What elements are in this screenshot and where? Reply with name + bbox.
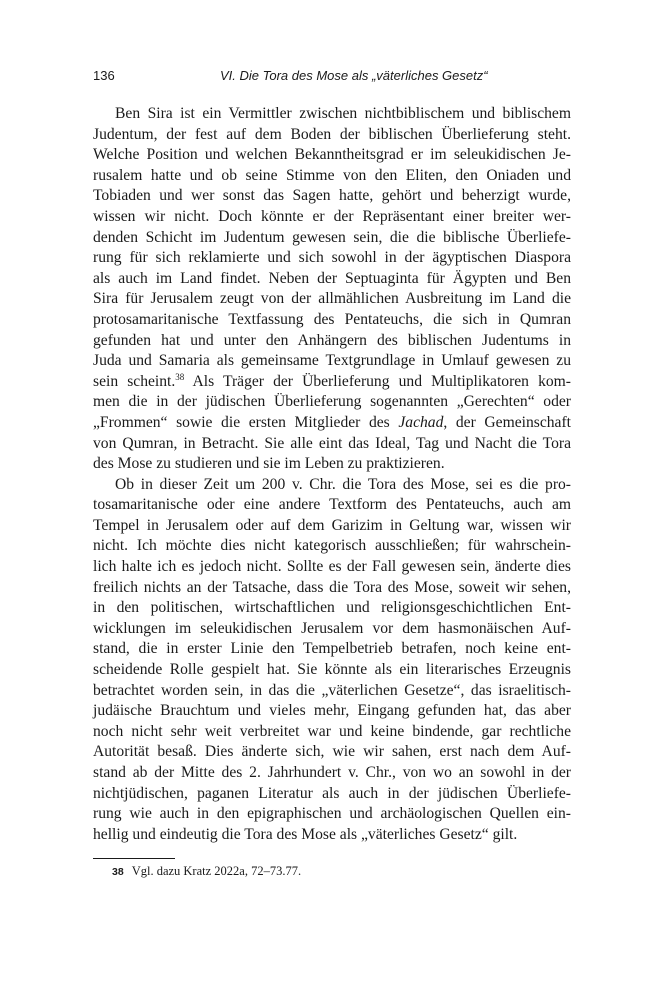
running-header bbox=[93, 68, 571, 88]
text-line: Sira für Jerusalem zeugt von der allmählichen Ausbreitung im Land die bbox=[93, 290, 571, 308]
footnote-text: Vgl. dazu Kratz 2022a, 72–73.77. bbox=[131, 864, 302, 878]
text-line: stand ab der Mitte des 2. Jahrhundert v. Chr., von wo an sowohl in der bbox=[93, 764, 571, 781]
running-head-title: VI. Die Tora des Mose als „väterliches Gesetz“ bbox=[220, 68, 488, 83]
footnote-reference[interactable]: 38 bbox=[175, 371, 185, 382]
text-line: Juda und Samaria als gemeinsame Textgrundlage in Umlauf gewesen zu bbox=[93, 352, 571, 370]
text-line: rung für sich reklamierte und sich sowohl in der ägyptischen Diaspora bbox=[93, 249, 571, 267]
footnote-divider bbox=[93, 858, 175, 859]
text-line: noch nicht sehr weit verbreitet war und keine bindende, gar rechtliche bbox=[93, 722, 571, 740]
text-line: stand, die in erster Linie den Tempelbetrieb betrafen, noch keine ent- bbox=[93, 640, 571, 658]
italic-term: Jachad bbox=[398, 413, 444, 431]
text-segment: , der Gemeinschaft bbox=[443, 413, 571, 431]
text-line: Welche Position und welchen Bekanntheitsgrad er im seleukidischen Je- bbox=[93, 146, 571, 164]
text-line: in den politischen, wirtschaftlichen und religionsgeschichtlichen Ent- bbox=[93, 599, 571, 617]
text-line: lich halte ich es jedoch nicht. Sollte es der Fall gewesen sein, änderte dies bbox=[93, 558, 571, 576]
text-line: des Mose zu studieren und sie im Leben zu praktizieren. bbox=[93, 455, 445, 473]
text-line: von Qumran, in Betracht. Sie alle eint das Ideal, Tag und Nacht die Tora bbox=[93, 434, 571, 452]
text-line: denden Schicht im Judentum gewesen sein, die die biblische Überliefe- bbox=[93, 228, 571, 246]
text-line: nicht. Ich möchte dies nicht kategorisch ausschließen; für wahrschein- bbox=[93, 537, 571, 555]
text-segment: sein scheint. bbox=[93, 372, 176, 390]
text-line: rung wie auch in den epigraphischen und archäologischen Quellen ein- bbox=[93, 805, 571, 823]
text-line: betrachtet worden sein, in das die „väterlichen Gesetze“, das israelitisch- bbox=[93, 681, 571, 699]
text-line: als auch im Land findet. Neben der Septuaginta für Ägypten und Ben bbox=[93, 269, 571, 287]
text-line: tosamaritanische oder eine andere Textform des Pentateuchs, auch am bbox=[93, 496, 571, 514]
text-line: men die in der jüdischen Überlieferung sogenannten „Gerechten“ oder bbox=[93, 393, 571, 411]
text-segment: Als Träger der Überlieferung und Multiplikatoren kom- bbox=[184, 372, 571, 390]
text-line: protosamaritanische Textfassung des Pentateuchs, die sich in Qumran bbox=[93, 310, 571, 328]
text-line: judäische Brauchtum und vieles mehr, Eingang gefunden hat, das aber bbox=[93, 702, 571, 720]
text-line: Ob in dieser Zeit um 200 v. Chr. die Tora des Mose, sei es die pro- bbox=[115, 475, 571, 493]
text-line bbox=[93, 413, 571, 434]
text-line: Judentum, der fest auf dem Boden der biblischen Überlieferung steht. bbox=[93, 125, 571, 143]
text-line: scheidende Rolle gespielt hat. Sie könnte als ein literarisches Erzeugnis bbox=[93, 661, 571, 679]
text-line: wicklungen im seleukidischen Jerusalem vor dem hasmonäischen Auf- bbox=[93, 619, 571, 637]
text-line: gefunden hat und unter den Anhängern des biblischen Judentums in bbox=[93, 331, 571, 349]
footnote-number: 38 bbox=[112, 866, 124, 878]
main-text bbox=[93, 104, 571, 845]
footnote bbox=[112, 864, 301, 879]
text-line: hellig und eindeutig die Tora des Mose als „väterliches Gesetz“ gilt. bbox=[93, 825, 518, 843]
text-line: nichtjüdischen, paganen Literatur als auch in der jüdischen Überliefe- bbox=[93, 784, 571, 802]
text-line: Tempel in Jerusalem oder auf dem Garizim in Geltung war, wissen wir bbox=[93, 516, 571, 534]
text-segment: „Frommen“ sowie die ersten Mitglieder des bbox=[93, 413, 399, 431]
text-line: Tobiaden und wer sonst das Sagen hatte, gehört und beherzigt wurde, bbox=[93, 187, 571, 205]
text-line: rusalem hatte und ob seine Stimme von den Eliten, den Oniaden und bbox=[93, 166, 571, 184]
text-line: freilich nichts an der Tatsache, dass die Tora des Mose, soweit wir sehen, bbox=[93, 578, 571, 596]
text-line: Autorität besaß. Dies änderte sich, wie wir sahen, erst nach dem Auf- bbox=[93, 743, 571, 761]
page-number: 136 bbox=[93, 68, 115, 83]
text-line: Ben Sira ist ein Vermittler zwischen nichtbiblischem und biblischem bbox=[115, 105, 571, 122]
text-line bbox=[93, 372, 571, 393]
text-line: wissen wir nicht. Doch könnte er der Repräsentant einer breiter wer- bbox=[93, 207, 571, 225]
